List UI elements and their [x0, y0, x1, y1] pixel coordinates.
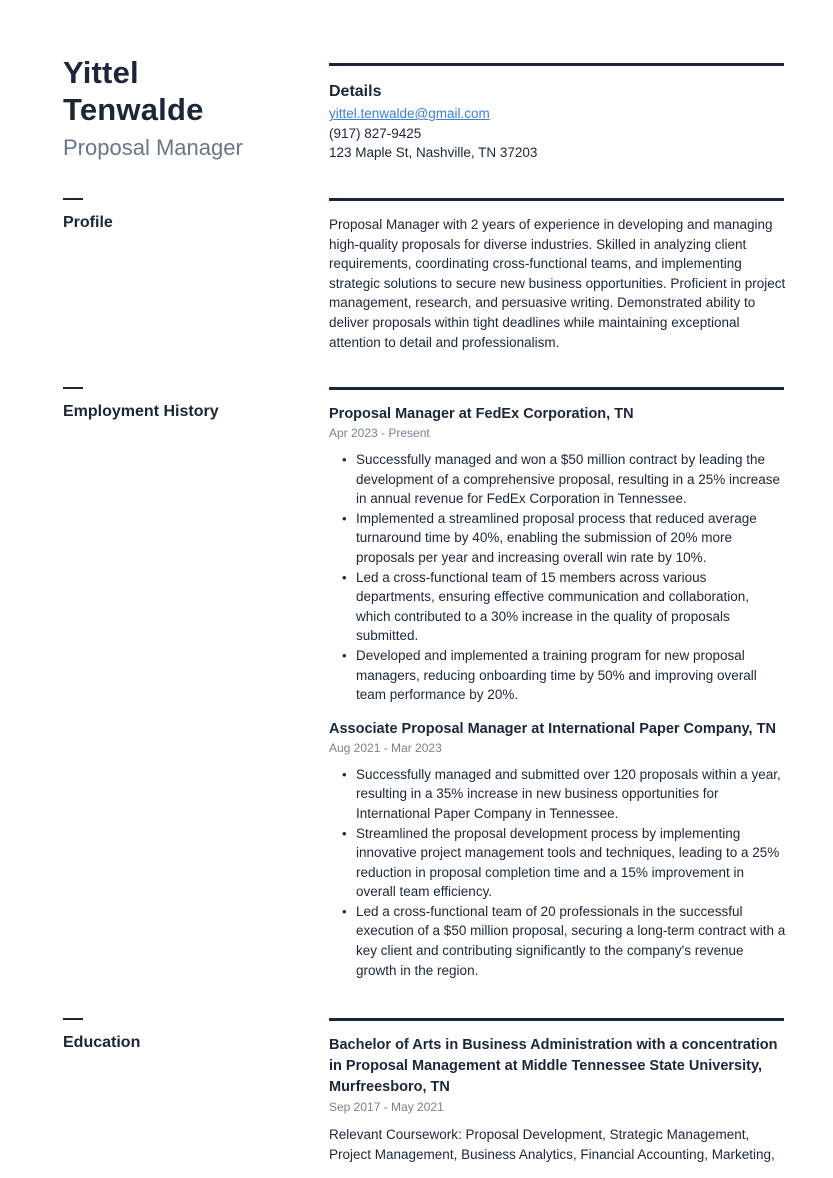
employment-dash — [63, 387, 83, 389]
employment-list — [329, 404, 787, 994]
list-item: • Developed and implemented a training program for new proposal managers, reducing onboarding time by 50% and improving overall team performance by 20%. — [329, 646, 787, 705]
employment-heading: Employment History — [63, 403, 219, 420]
education-heading: Education — [63, 1034, 141, 1051]
list-item: • Led a cross-functional team of 15 members across various departments, ensuring effective communication and collaboration, which contributed to a 30% increase in the quality of proposals submitted. — [329, 568, 787, 646]
profile-heading: Profile — [63, 214, 113, 231]
details-divider — [329, 63, 784, 66]
candidate-name — [63, 54, 204, 128]
address: 123 Maple St, Nashville, TN 37203 — [329, 145, 538, 161]
profile-dash — [63, 198, 83, 200]
list-item: • Streamlined the proposal development process by implementing innovative project management tools and techniques, leading to a 25% reduction in proposal completion time and a 15% improvement in overall team efficiency. — [329, 824, 787, 902]
details-heading: Details — [329, 83, 382, 100]
education-dates: Sep 2017 - May 2021 — [329, 1100, 444, 1114]
first-name: Yittel — [63, 55, 139, 90]
phone-number: (917) 827-9425 — [329, 125, 422, 141]
education-divider — [329, 1018, 784, 1021]
email-link[interactable]: yittel.tenwalde@gmail.com — [329, 106, 490, 121]
job-title: Proposal Manager — [63, 135, 243, 160]
list-item: • Successfully managed and won a $50 million contract by leading the development of a comprehensive proposal, resulting in a 25% increase in annual revenue for FedEx Corporation in Tennessee. — [329, 450, 787, 509]
education-dash — [63, 1018, 83, 1020]
list-item: • Successfully managed and submitted over 120 proposals within a year, resulting in a 35% increase in new business opportunities for International Paper Company in Tennessee. — [329, 765, 787, 824]
coursework-text: Relevant Coursework: Proposal Development, Strategic Management, Project Management, Business Analytics, Financial Accounting, Marketing, — [329, 1127, 775, 1162]
degree-title: Bachelor of Arts in Business Administration with a concentration in Proposal Management at Middle Tennessee State University, Murfreesboro, TN — [329, 1037, 778, 1095]
job-bullets — [329, 765, 787, 981]
job-title-heading: Proposal Manager at FedEx Corporation, TN — [329, 406, 634, 422]
list-item: • Led a cross-functional team of 20 professionals in the successful execution of a $50 million proposal, securing a long-term contract with a key client and contributing significantly to the company's revenue growth in the region. — [329, 902, 787, 980]
details-section — [329, 82, 784, 163]
job-dates: Apr 2023 - Present — [329, 426, 430, 440]
job-entry — [329, 404, 787, 705]
profile-text: Proposal Manager with 2 years of experience in developing and managing high-quality proposals for diverse industries. Skilled in analyzing client requirements, coordinating cross-functional teams, and implementing strategic solutions to secure new business opportunities. Proficient in project management, research, and persuasive writing. Demonstrated ability to deliver proposals within tight deadlines while maintaining exceptional attention to detail and professionalism. — [329, 217, 786, 350]
job-entry — [329, 719, 787, 981]
job-title-heading: Associate Proposal Manager at International Paper Company, TN — [329, 720, 776, 737]
last-name: Tenwalde — [63, 92, 204, 127]
list-item: • Implemented a streamlined proposal process that reduced average turnaround time by 40%, enabling the submission of 20% more proposals per year and increasing overall win rate by 10%. — [329, 509, 787, 568]
education-entry — [329, 1035, 787, 1164]
profile-divider — [329, 198, 784, 201]
job-bullets — [329, 450, 787, 705]
job-dates: Aug 2021 - Mar 2023 — [329, 740, 442, 755]
employment-divider — [329, 387, 784, 390]
